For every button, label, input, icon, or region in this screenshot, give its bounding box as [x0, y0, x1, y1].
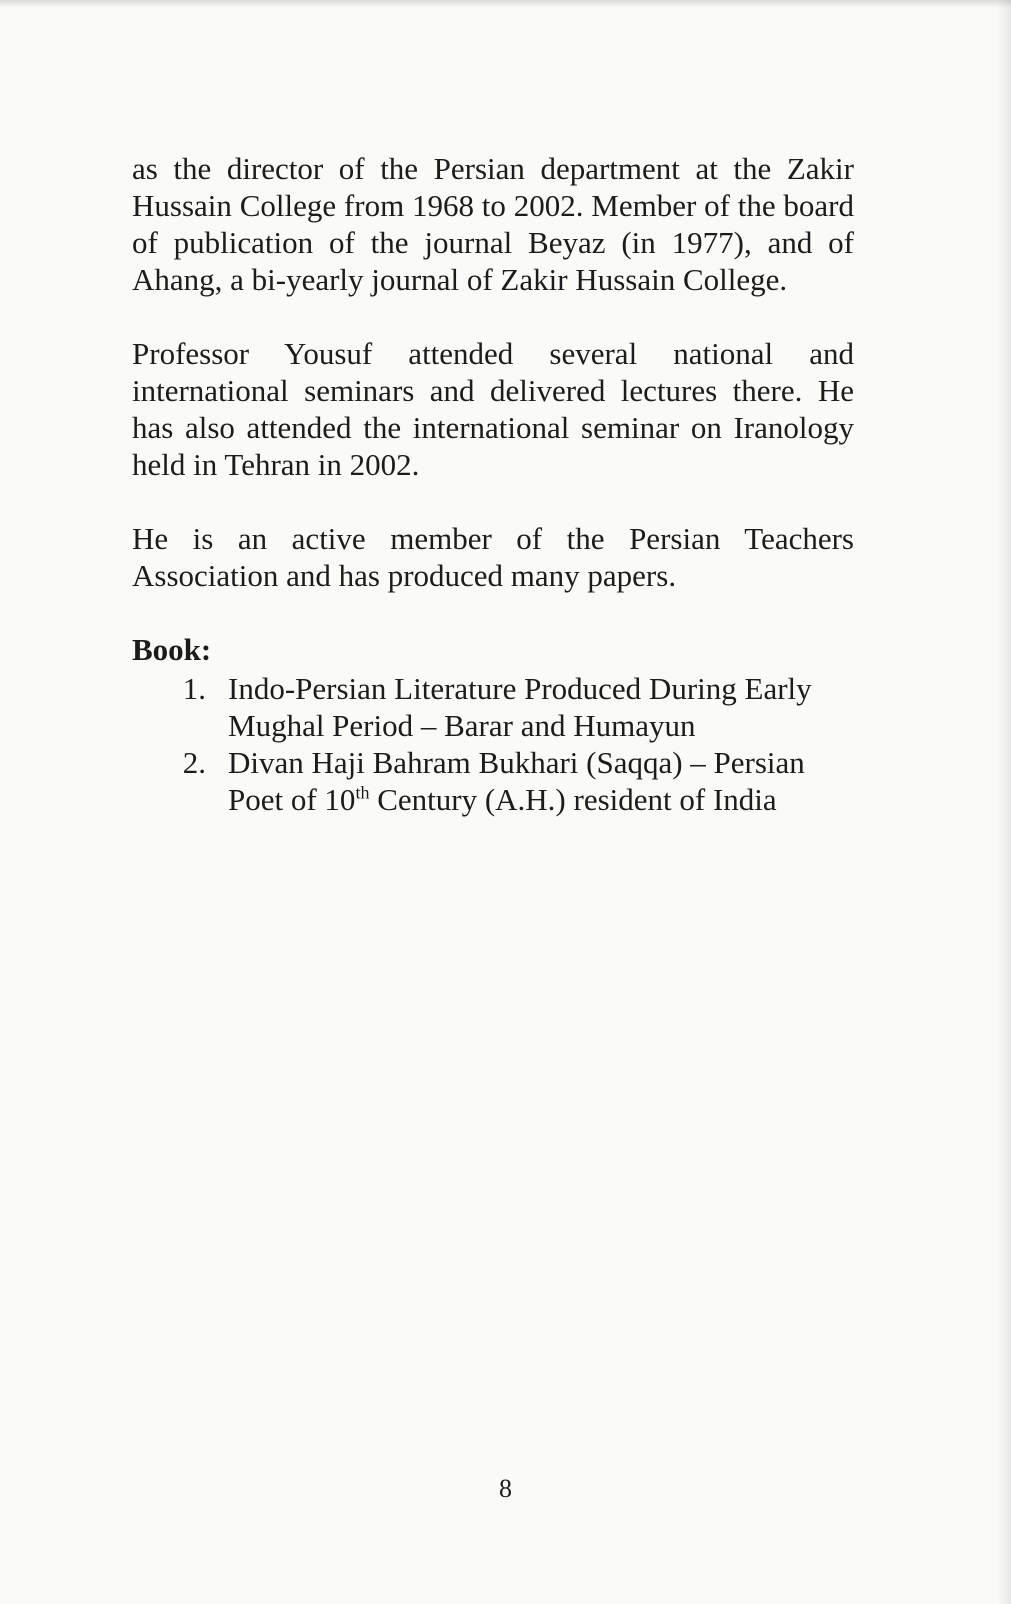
book-list — [132, 670, 854, 818]
book-title: Indo-Persian Literature Produced During Early Mughal Period – Barar and Humayun — [228, 671, 812, 743]
book-title-part: Divan Haji Bahram Bukhari (Saqqa) – Persian Poet of 10 — [228, 745, 805, 817]
paragraph-director: as the director of the Persian department at the Zakir Hussain College from 1968 to 2002. Member of the board of publication of the journal Beyaz (in 1977), and of Ahang, a bi-yearly journal of Zakir Hussain College. — [132, 151, 854, 297]
page-top-edge — [0, 0, 1011, 8]
book-heading: Book: — [132, 632, 212, 667]
page-number: 8 — [499, 1474, 512, 1503]
book-list-item — [132, 744, 854, 818]
book-title-part: Century (A.H.) resident of India — [369, 782, 777, 817]
paragraph-association: He is an active member of the Persian Teachers Association and has produced many papers. — [132, 521, 854, 593]
ordinal-superscript: th — [355, 782, 370, 803]
book-number: 1. — [182, 671, 206, 706]
book-number: 2. — [182, 745, 206, 780]
book-list-item — [132, 670, 854, 744]
page-body — [132, 150, 854, 818]
page-edge-shadow — [997, 0, 1011, 1604]
book-title — [228, 744, 854, 818]
paragraph-seminars: Professor Yousuf attended several national and international seminars and delivered lectures there. He has also attended the international seminar on Iranology held in Tehran in 2002. — [132, 336, 854, 482]
